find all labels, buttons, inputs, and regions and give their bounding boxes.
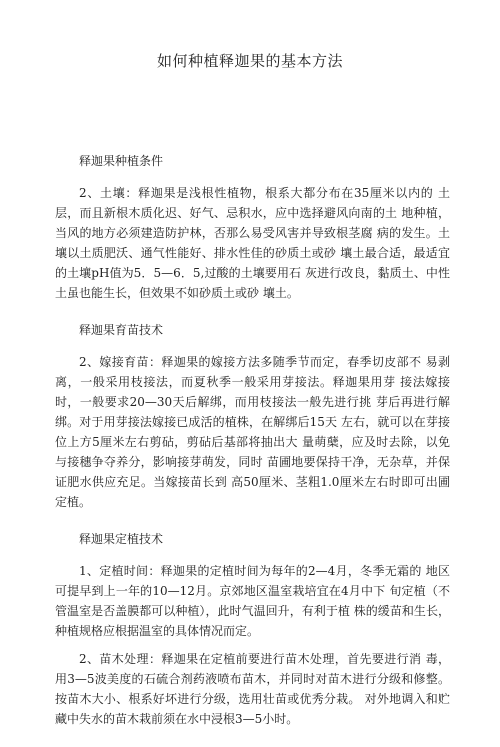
paragraph: 2、土壤：释迦果是浅根性植物，根系大都分布在35厘米以内的 土层，而且新根木质化迟、好气、忌积水，应中选择避风向南的土 地种植，当风的地方必须建造防护林，否那么易受风害并导致根茎腐 病的发生。土壤以土质肥沃、通气性能好、排水性佳的砂质土或砂 壤土最合适，最适宜的土壤pH值为5．5—6．5,过酸的土壤要用石 灰进行改良，黏质土、中性土虽也能生长，但效果不如砂质土或砂 壤土。 [55,186,450,300]
paragraph: 2、苗木处理：释迦果在定植前要进行苗木处理，首先要进行消 毒，用3—5波美度的石硫合剂药液喷布苗木，并同时对苗木进行分级和修整。按苗木大小、根系好坏进行分级，选用壮苗或优秀分栽。 对外地调入和贮藏中失水的苗木栽前须在水中浸根3—5小时。 [55,652,450,726]
section-heading: 释迦果定植技术 [79,532,164,546]
paragraph: 2、嫁接育苗：释迦果的嫁接方法多随季节而定，春季切皮部不 易剥离，一般采用枝接法，而夏秋季一般采用芽接法。释迦果用芽 接法嫁接时，一般要求20—30天后解绑，而用枝接法一般先进行挑 芽后再进行解绑。对于用芽接法嫁接已成活的植株，在解绑后15天 左右，就可以在芽接位上方5厘米左右剪砧，剪砧后基部将抽出大 量萌蘖，应及时去除，以免与接穗争夺养分，影响接芽萌发，同时 苗圃地要保持干净，无杂草，并保证肥水供应充足。当嫁接苗长到 高50厘米、茎粗1.0厘米左右时即可出圃定植。 [55,355,450,509]
document-body [55,152,450,747]
section-transplanting-techniques [55,530,450,729]
section-heading: 释迦果种植条件 [79,154,164,168]
document-title: 如何种植释迦果的基本方法 [156,52,343,70]
section-heading: 释迦果育苗技术 [79,323,164,337]
paragraph: 1、定植时间：释迦果的定植时间为每年的2—4月，冬季无霜的 地区可提早到上一年的10—12月。京郊地区温室栽培宜在4月中下 旬定植（不管温室是否盖膜都可以种植），此时气温回升，有利于植 株的缓苗和生长，种植规格应根据温室的具体情况而定。 [55,564,450,638]
section-planting-conditions [55,152,450,303]
section-seedling-techniques [55,321,450,512]
